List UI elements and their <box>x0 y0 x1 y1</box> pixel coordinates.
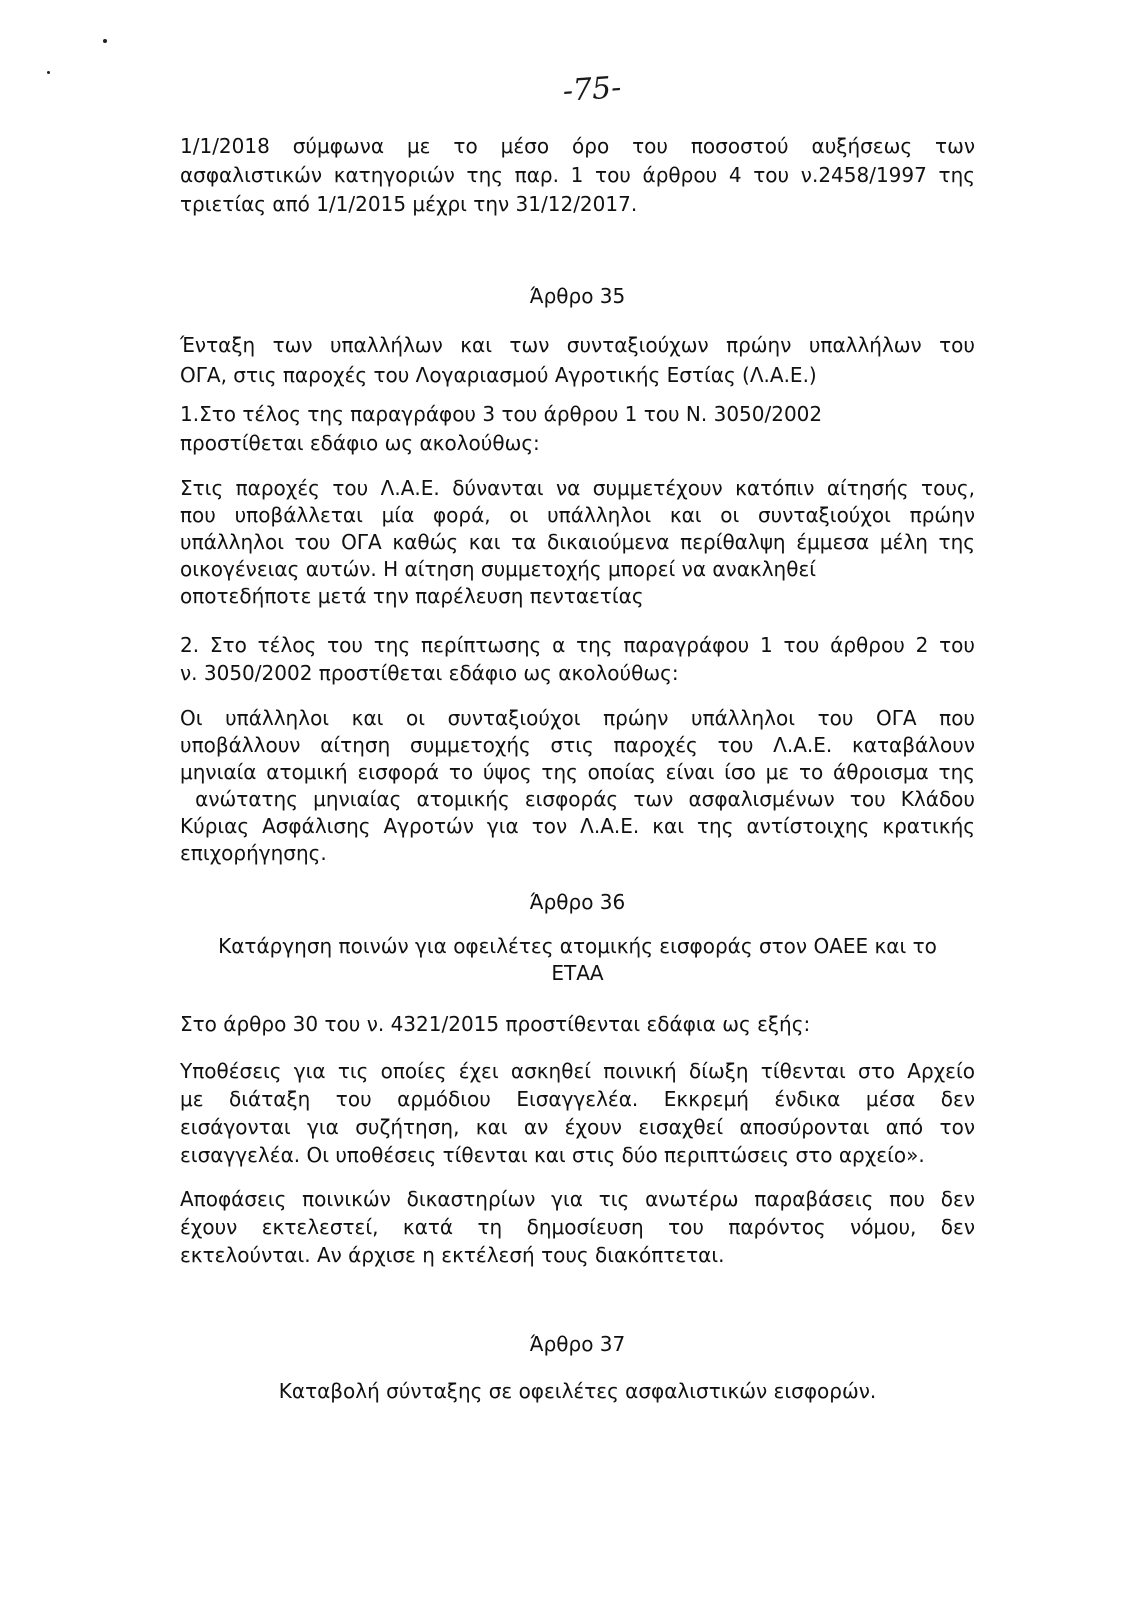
text-line: ΟΓΑ, στις παροχές του Λογαριασμού Αγροτικής Εστίας (Λ.Α.Ε.) <box>180 363 817 387</box>
text-line: ανώτατης μηνιαίας ατομικής εισφοράς των ασφαλισμένων του Κλάδου <box>180 787 975 811</box>
text-line: με διάταξη του αρμόδιου Εισαγγελέα. Εκκρεμή ένδικα μέσα δεν <box>180 1087 975 1111</box>
article-35-title <box>180 330 975 390</box>
text-line: 1/1/2018 σύμφωνα με το μέσο όρο του ποσοστού αυξήσεως των <box>180 134 975 158</box>
text-line: ΕΤΑΑ <box>551 961 604 985</box>
text-line: που υποβάλλεται μία φορά, οι υπάλληλοι και οι συνταξιούχοι πρώην <box>180 503 975 527</box>
text-line: 2. Στο τέλος του της περίπτωσης α της παραγράφου 1 του άρθρου 2 του <box>180 633 975 657</box>
page-number: -75- <box>561 70 623 109</box>
text-line: Στο άρθρο 30 του ν. 4321/2015 προστίθενται εδάφια ως εξής: <box>180 1012 811 1036</box>
article-36-title <box>180 933 975 987</box>
text-line: Στις παροχές του Λ.Α.Ε. δύνανται να συμμετέχουν κατόπιν αίτησής τους, <box>180 476 975 500</box>
text-line: Καταβολή σύνταξης σε οφειλέτες ασφαλιστικών εισφορών. <box>278 1379 877 1403</box>
article-36-heading: Άρθρο 36 <box>529 890 626 914</box>
article-35-paragraph-1 <box>180 400 975 458</box>
text-line: μηνιαία ατομική εισφορά το ύψος της οποίας είναι ίσο με το άθροισμα της <box>180 760 975 784</box>
text-line: οποτεδήποτε μετά την παρέλευση πενταετίας <box>180 584 644 608</box>
article-35-heading: Άρθρο 35 <box>529 284 626 308</box>
text-line: Αποφάσεις ποινικών δικαστηρίων για τις ανωτέρω παραβάσεις που δεν <box>180 1187 975 1211</box>
article-35-paragraph-4 <box>180 705 975 867</box>
article-36-paragraph-3 <box>180 1185 975 1269</box>
text-line: Κύριας Ασφάλισης Αγροτών για τον Λ.Α.Ε. και της αντίστοιχης κρατικής <box>180 814 975 838</box>
scan-speck <box>47 71 50 74</box>
article-35-paragraph-3 <box>180 631 975 687</box>
text-line: επιχορήγησης. <box>180 841 327 865</box>
intro-paragraph <box>180 132 975 219</box>
text-line: εισαγγελέα. Οι υποθέσεις τίθενται και στις δύο περιπτώσεις στο αρχείο». <box>180 1143 925 1167</box>
text-line: υποβάλλουν αίτηση συμμετοχής στις παροχές του Λ.Α.Ε. καταβάλουν <box>180 733 975 757</box>
text-line: εισάγονται για συζήτηση, και αν έχουν εισαχθεί αποσύρονται από τον <box>180 1115 975 1139</box>
text-line: τριετίας από 1/1/2015 μέχρι την 31/12/2017. <box>180 192 638 216</box>
article-36-paragraph-2 <box>180 1057 975 1169</box>
text-line: έχουν εκτελεστεί, κατά τη δημοσίευση του παρόντος νόμου, δεν <box>180 1215 975 1239</box>
text-line: Κατάργηση ποινών για οφειλέτες ατομικής εισφοράς στον ΟΑΕΕ και το <box>218 934 937 958</box>
scan-speck <box>103 39 107 43</box>
text-line: Υποθέσεις για τις οποίες έχει ασκηθεί ποινική δίωξη τίθενται στο Αρχείο <box>180 1059 975 1083</box>
text-line: οικογένειας αυτών. Η αίτηση συμμετοχής μπορεί να ανακληθεί <box>180 557 817 581</box>
text-line: ν. 3050/2002 προστίθεται εδάφιο ως ακολούθως: <box>180 661 679 685</box>
article-35-paragraph-2 <box>180 475 975 610</box>
text-line: Ένταξη των υπαλλήλων και των συνταξιούχων πρώην υπαλλήλων του <box>180 333 975 357</box>
article-37-heading: Άρθρο 37 <box>529 1332 626 1356</box>
article-37-title <box>180 1377 975 1405</box>
text-line: εκτελούνται. Αν άρχισε η εκτέλεσή τους διακόπτεται. <box>180 1243 725 1267</box>
text-line: υπάλληλοι του ΟΓΑ καθώς και τα δικαιούμενα περίθαλψη έμμεσα μέλη της <box>180 530 975 554</box>
article-36-paragraph-1 <box>180 1010 975 1038</box>
text-line: προστίθεται εδάφιο ως ακολούθως: <box>180 431 540 455</box>
text-line: Οι υπάλληλοι και οι συνταξιούχοι πρώην υπάλληλοι του ΟΓΑ που <box>180 706 975 730</box>
text-line: ασφαλιστικών κατηγοριών της παρ. 1 του άρθρου 4 του ν.2458/1997 της <box>180 163 975 187</box>
text-line: 1.Στο τέλος της παραγράφου 3 του άρθρου 1 του Ν. 3050/2002 <box>180 402 823 426</box>
